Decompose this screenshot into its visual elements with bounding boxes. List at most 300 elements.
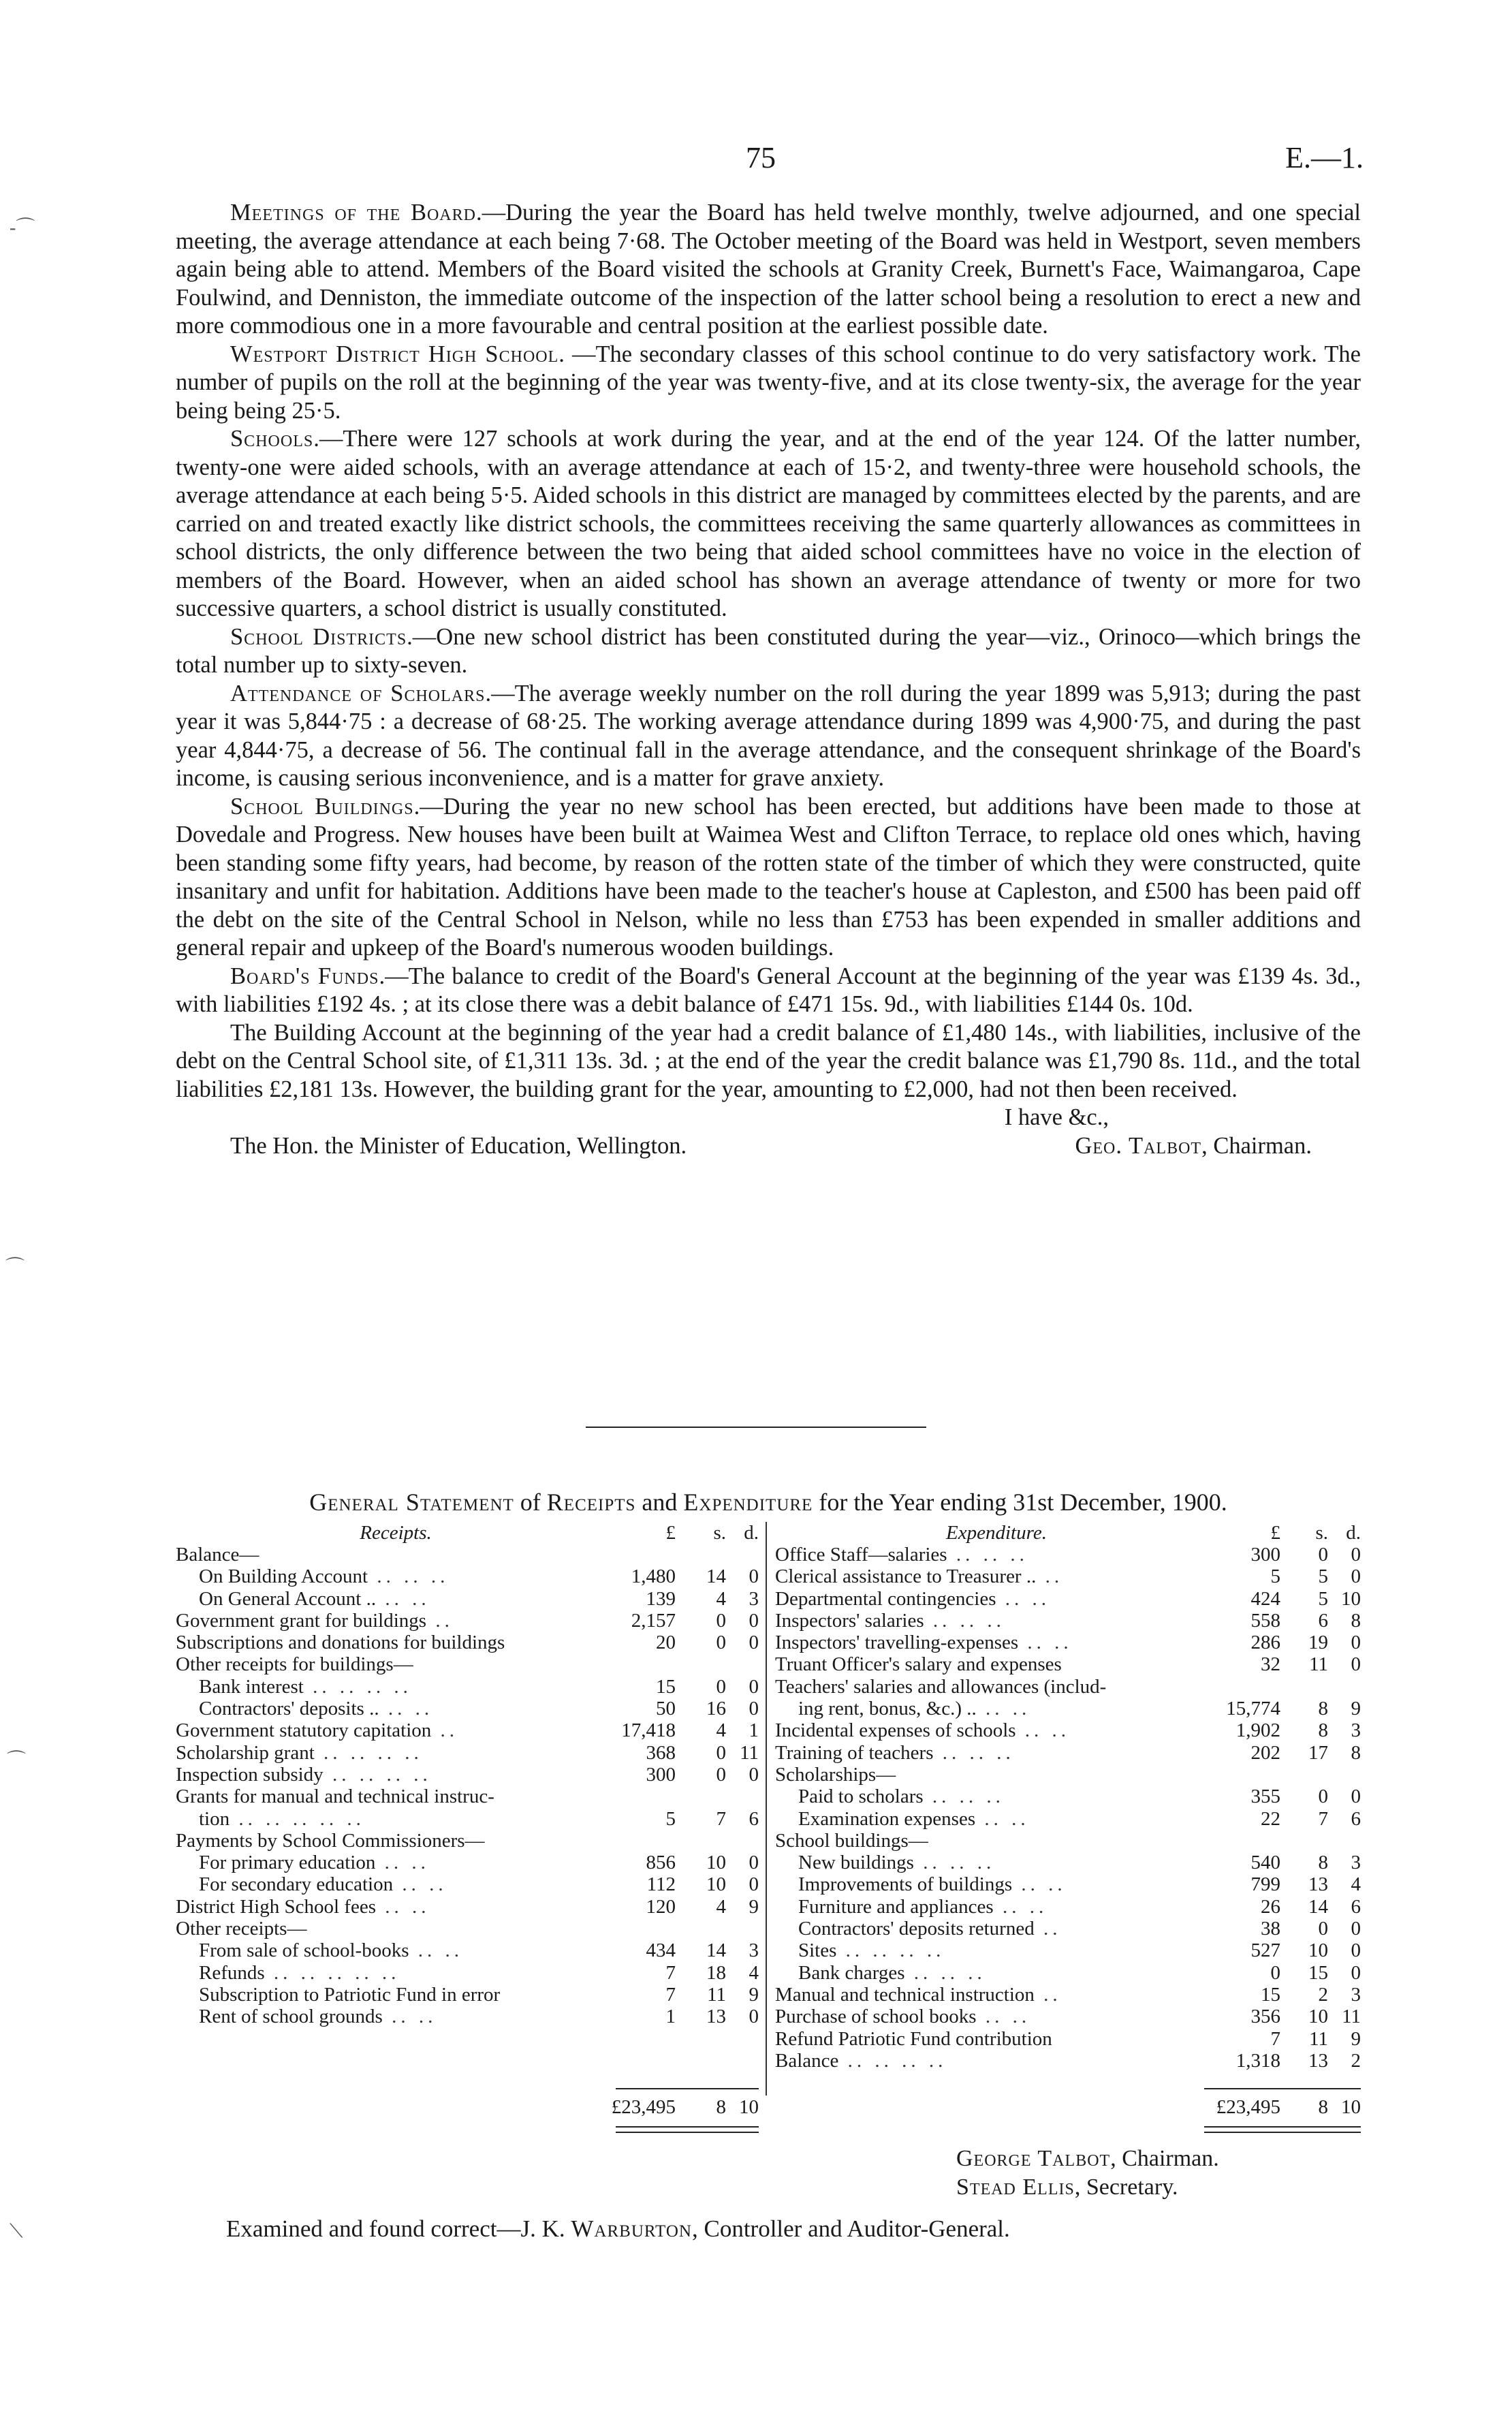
ledger-item-label [176, 1873, 588, 1895]
paragraph-school-buildings [176, 793, 1361, 963]
pence-value: 3 [1351, 1983, 1361, 2006]
margin-mark: ⌒ [7, 1750, 27, 1771]
leader-dots: .. .. .. [933, 1741, 1015, 1764]
ledger-item-label [176, 1918, 588, 1940]
ledger-row [176, 1984, 759, 2006]
paragraph-heading: School Districts [230, 623, 407, 650]
pence-value: 6 [1351, 1895, 1361, 1918]
pounds-value: 356 [1250, 2006, 1280, 2028]
item-text: Training of teachers [775, 1741, 934, 1764]
signature-block [956, 2145, 1219, 2202]
pounds-value: 22 [1261, 1807, 1280, 1830]
pence-value: 0 [749, 1852, 759, 1874]
ledger-item-label [176, 1676, 588, 1698]
item-text: Contractors' deposits returned [798, 1918, 1035, 1940]
pounds-header: £ [665, 1522, 676, 1544]
paragraph-text: .—During the year the Board has held twelve monthly, twelve adjourned, and one special meeting, the average attendance at each being 7·68. The October meeting of the Board was held in Westport, seven members again being able to attend. Members of the Board visited the schools at Granity Creek, Burnett's Face, Waimangaroa, Cape Foulwind, and Denniston, the immediate outcome of the inspection of the latter school being a resolution to erect a new and more commodious one in a more favourable and central position at the earliest possible date. [176, 200, 1361, 339]
shillings-value: 13 [1308, 1873, 1328, 1896]
statement-title [176, 1488, 1361, 1516]
ledger-item-label [775, 1873, 1182, 1895]
item-text: Paid to scholars [798, 1786, 924, 1808]
total-pounds: £23,495 [611, 2096, 676, 2118]
ledger-item-label [176, 1742, 588, 1764]
expenditure-rows [775, 1544, 1361, 2072]
ledger-row [775, 2006, 1361, 2027]
ledger-item-label [775, 1764, 1182, 1786]
pence-value: 9 [1351, 2027, 1361, 2050]
item-text: Payments by School Commissioners— [176, 1829, 485, 1852]
paragraph-school-districts [176, 623, 1361, 680]
ledger-item-label [775, 2028, 1182, 2050]
leader-dots: .. .. .. [924, 1609, 1005, 1632]
signature-title: , Chairman. [1110, 2146, 1219, 2171]
leader-dots: .. .. [993, 1895, 1048, 1918]
ledger-item-label [176, 1610, 588, 1632]
leader-dots: .. .. [976, 2006, 1031, 2028]
ledger-row [176, 1764, 759, 1786]
pence-value: 6 [749, 1807, 759, 1830]
paragraph-heading: Board's Funds [230, 963, 379, 989]
pounds-value: 38 [1261, 1918, 1280, 1940]
leader-dots: .. .. [376, 1587, 430, 1610]
ledger-item-label [775, 1610, 1182, 1632]
receipts-label: Receipts. [360, 1522, 432, 1544]
ledger-row [775, 1873, 1361, 1895]
leader-dots: .. .. [375, 1895, 430, 1918]
audit-prefix: Examined and found correct—J. K. [226, 2215, 571, 2242]
receipts-rows [176, 1544, 759, 2028]
leader-dots: .. .. [393, 1873, 447, 1896]
item-text: New buildings [798, 1852, 914, 1874]
shillings-value: 8 [1318, 1719, 1328, 1742]
item-text: Government statutory capitation [176, 1719, 432, 1742]
ledger-row [775, 1719, 1361, 1741]
item-text: Clerical assistance to Treasurer .. [775, 1566, 1037, 1588]
pence-value: 3 [749, 1587, 759, 1610]
pounds-value: 1,902 [1235, 1719, 1280, 1742]
item-text: Bank charges [798, 1961, 905, 1984]
ledger-item-label [176, 2006, 588, 2027]
pence-value: 6 [1351, 1807, 1361, 1830]
shillings-value: 18 [706, 1961, 726, 1984]
ledger-item-label [775, 1962, 1182, 1984]
pence-value: 0 [1351, 1653, 1361, 1676]
pence-header: d. [1346, 1522, 1361, 1544]
leader-dots: .. .. .. .. [323, 1763, 432, 1786]
pence-value: 0 [1351, 1566, 1361, 1588]
pence-value: 2 [1351, 2049, 1361, 2072]
shillings-value: 0 [716, 1609, 726, 1632]
ledger-row [176, 2006, 759, 2027]
ledger-item-label [176, 1830, 588, 1852]
ledger-row [775, 2050, 1361, 2072]
pounds-value: 112 [646, 1873, 676, 1896]
item-text: Scholarships— [775, 1763, 896, 1786]
pence-value: 0 [1351, 1544, 1361, 1566]
item-text: Other receipts— [176, 1918, 307, 1940]
pounds-value: 50 [656, 1698, 676, 1720]
leader-dots: .. [426, 1609, 454, 1632]
shillings-header: s. [713, 1522, 726, 1544]
item-text: Other receipts for buildings— [176, 1653, 413, 1676]
item-text: Inspectors' salaries [775, 1609, 924, 1632]
ledger-item-label [176, 1764, 588, 1786]
leader-dots: .. .. .. [368, 1566, 450, 1588]
shillings-value: 11 [707, 1983, 726, 2006]
pounds-value: 32 [1261, 1653, 1280, 1676]
ledger-item-label [176, 1719, 588, 1741]
pence-value: 0 [1351, 1632, 1361, 1654]
ledger-row [775, 1830, 1361, 1852]
leader-dots: .. .. .. [947, 1544, 1028, 1566]
item-text: Balance— [176, 1544, 259, 1566]
pounds-value: 202 [1250, 1741, 1280, 1764]
leader-dots: .. .. .. [904, 1961, 986, 1984]
item-text: On General Account .. [199, 1587, 377, 1610]
pounds-value: 300 [1250, 1544, 1280, 1566]
ledger-item-label [775, 1984, 1182, 2006]
shillings-value: 4 [716, 1895, 726, 1918]
item-text: Subscriptions and donations for buildings [176, 1632, 505, 1654]
shillings-value: 5 [1318, 1587, 1328, 1610]
signature-title: , Chairman. [1201, 1132, 1312, 1159]
pounds-value: 17,418 [621, 1719, 676, 1742]
shillings-value: 10 [706, 1873, 726, 1896]
pounds-value: 2,157 [631, 1609, 676, 1632]
leader-dots: .. .. [382, 2006, 437, 2028]
pence-value: 0 [749, 1873, 759, 1896]
ledger-row [176, 1918, 759, 1940]
total-shillings: 8 [716, 2096, 726, 2118]
ledger-row [176, 1676, 759, 1698]
title-part: Receipts [546, 1489, 636, 1516]
total-pounds: £23,495 [1216, 2096, 1280, 2118]
pounds-value: 15 [1261, 1983, 1280, 2006]
pounds-value: 558 [1250, 1609, 1280, 1632]
ledger-row [176, 1544, 759, 1566]
item-text: Furniture and appliances [798, 1895, 994, 1918]
pounds-value: 7 [1270, 2027, 1280, 2050]
leader-dots: .. .. .. .. .. [230, 1807, 365, 1830]
pence-value: 3 [749, 1940, 759, 1962]
pence-value: 8 [1351, 1609, 1361, 1632]
closing-salutation: I have &c., [1004, 1104, 1109, 1130]
ledger-row [176, 1698, 759, 1719]
item-text: From sale of school-books [199, 1940, 409, 1962]
pence-value: 0 [749, 1675, 759, 1698]
shillings-value: 4 [716, 1587, 726, 1610]
item-text: Truant Officer's salary and expenses [775, 1653, 1062, 1676]
pence-value: 1 [749, 1719, 759, 1742]
paragraph-text: . —The secondary classes of this school continue to do very satisfactory work. The number of pupils on the roll at the beginning of the year was twenty-five, and at its close twenty-six, the average for the year being being 25·5. [176, 341, 1361, 424]
shillings-value: 0 [1318, 1786, 1328, 1808]
pence-value: 11 [740, 1741, 759, 1764]
ledger-item-label [176, 1588, 588, 1610]
total-double-rule [616, 2126, 759, 2133]
shillings-value: 0 [716, 1763, 726, 1786]
pence-value: 9 [1351, 1698, 1361, 1720]
signature-name: George Talbot [956, 2146, 1111, 2171]
item-text: Bank interest [199, 1675, 304, 1698]
pence-value: 3 [1351, 1719, 1361, 1742]
ledger-row [775, 1918, 1361, 1940]
paragraph-text: .—The average weekly number on the roll during the year 1899 was 5,913; during the past year it was 5,844·75 : a decrease of 68·25. The working average attendance during 1899 was 4,900·75, and during the past year 4,844·75, a decrease of 56. The continual fall in the average attendance, and the consequent shrinkage of the Board's income, is causing serious inconvenience, and is a matter for grave anxiety. [176, 680, 1361, 791]
pence-value: 0 [1351, 1940, 1361, 1962]
shillings-value: 10 [706, 1852, 726, 1874]
shillings-value: 6 [1318, 1609, 1328, 1632]
title-part: General Statement [309, 1489, 514, 1516]
audit-suffix: , Controller and Auditor-General. [691, 2215, 1010, 2242]
pounds-value: 368 [646, 1741, 676, 1764]
leader-dots: .. .. [996, 1587, 1051, 1610]
ledger-item-label [775, 1808, 1182, 1830]
ledger-row [176, 1808, 759, 1830]
shillings-value: 17 [1308, 1741, 1328, 1764]
item-text: Rent of school grounds [199, 2006, 383, 2028]
paragraph-boards-funds [176, 963, 1361, 1019]
ledger-row [176, 1786, 759, 1807]
pounds-value: 527 [1250, 1940, 1280, 1962]
item-text: On Building Account [199, 1566, 368, 1588]
closing-signature [1075, 1132, 1312, 1161]
ledger-row [176, 1962, 759, 1984]
ledger-row [775, 1632, 1361, 1653]
pence-value: 0 [1351, 1918, 1361, 1940]
leader-dots: .. .. [976, 1698, 1031, 1720]
pence-value: 9 [749, 1983, 759, 2006]
ledger-row [176, 1873, 759, 1895]
ledger-item-label [775, 1719, 1182, 1741]
shillings-value: 13 [1308, 2049, 1328, 2072]
pence-value: 0 [749, 1698, 759, 1720]
pounds-value: 300 [646, 1763, 676, 1786]
ledger-item-label [775, 1852, 1182, 1873]
ledger-item-label [775, 1698, 1182, 1719]
shillings-value: 8 [1318, 1852, 1328, 1874]
pence-value: 0 [749, 1763, 759, 1786]
item-text: Improvements of buildings [798, 1873, 1013, 1896]
total-rule [616, 2088, 759, 2089]
shillings-value: 15 [1308, 1961, 1328, 1984]
expenditure-label: Expenditure. [946, 1522, 1047, 1544]
shillings-header: s. [1315, 1522, 1328, 1544]
item-text: ing rent, bonus, &c.) .. [798, 1698, 977, 1720]
paragraph-text: The Building Account at the beginning of the year had a credit balance of £1,480 14s., with liabilities, inclusive of the debt on the Central School site, of £1,311 13s. 3d. ; at the end of the year the credit balance was £1,790 8s. 11d., and the total liabilities £2,181 13s. However, the building grant for the year, amounting to £2,000, had not then been received. [176, 1019, 1361, 1102]
ledger-row [775, 1940, 1361, 1961]
leader-dots: .. .. [409, 1940, 463, 1962]
ledger-row [176, 1632, 759, 1653]
item-text: Balance [775, 2049, 839, 2072]
shillings-value: 8 [1318, 1698, 1328, 1720]
total-pence: 10 [739, 2096, 759, 2118]
item-text: Refunds [199, 1961, 265, 1984]
margin-mark: ⌒ [5, 1257, 25, 1278]
ledger-row [775, 1808, 1361, 1830]
ledger-item-label [775, 2050, 1182, 2072]
expenditure-header [775, 1522, 1361, 1544]
pounds-value: 7 [665, 1961, 676, 1984]
ledger-row [176, 1830, 759, 1852]
leader-dots: .. [1034, 1983, 1062, 2006]
total-rule [1204, 2088, 1361, 2089]
shillings-value: 0 [716, 1632, 726, 1654]
signature-name: Geo. Talbot [1075, 1132, 1202, 1159]
shillings-value: 0 [1318, 1918, 1328, 1940]
ledger-row [176, 1896, 759, 1918]
signature-line [956, 2173, 1219, 2202]
ledger-item-label [775, 1830, 1182, 1852]
item-text: Inspectors' travelling-expenses [775, 1632, 1019, 1654]
item-text: For primary education [199, 1852, 376, 1874]
item-text: For secondary education [199, 1873, 394, 1896]
total-pence: 10 [1341, 2096, 1361, 2118]
item-text: Departmental contingencies [775, 1587, 996, 1610]
paragraph-text: .—One new school district has been constituted during the year—viz., Orinoco—which brings the total number up to sixty-seven. [176, 623, 1361, 678]
shillings-value: 5 [1318, 1566, 1328, 1588]
shillings-value: 14 [1308, 1895, 1328, 1918]
title-part: of [514, 1489, 547, 1516]
shillings-value: 10 [1308, 1940, 1328, 1962]
receipts-column [176, 1522, 759, 2118]
pounds-value: 15,774 [1226, 1698, 1280, 1720]
leader-dots: .. .. [1018, 1632, 1073, 1654]
ledger-row [775, 1566, 1361, 1587]
pounds-value: 20 [656, 1632, 676, 1654]
page-number: 75 [746, 141, 776, 174]
item-text: Inspection subsidy [176, 1763, 324, 1786]
ledger-item-label [176, 1566, 588, 1587]
item-text: School buildings— [775, 1829, 928, 1852]
ledger-item-label [176, 1852, 588, 1873]
item-text: Sites [798, 1940, 837, 1962]
shillings-value: 4 [716, 1719, 726, 1742]
ledger-item-label [176, 1632, 588, 1653]
leader-dots: .. .. .. .. [303, 1675, 412, 1698]
ledger-row [176, 1852, 759, 1873]
ledger-row [775, 1588, 1361, 1610]
ledger-row [775, 1786, 1361, 1807]
ledger-row [176, 1588, 759, 1610]
leader-dots: .. [1036, 1566, 1064, 1588]
ledger-row [775, 1896, 1361, 1918]
pence-value: 4 [749, 1961, 759, 1984]
addressee: The Hon. the Minister of Education, Wellington. [230, 1132, 687, 1159]
shillings-value: 13 [706, 2006, 726, 2028]
item-text: Examination expenses [798, 1807, 976, 1830]
ledger-row [775, 1610, 1361, 1632]
title-part: for the Year ending 31st December, 1900. [813, 1489, 1227, 1516]
ledger-item-label [775, 1918, 1182, 1940]
item-text: Purchase of school books [775, 2006, 977, 2028]
ledger-item-label [775, 1566, 1182, 1587]
pence-value: 0 [749, 1632, 759, 1654]
auditor-name: Warburton [571, 2215, 692, 2242]
pounds-value: 5 [665, 1807, 676, 1830]
item-text: Refund Patriotic Fund contribution [775, 2027, 1052, 2050]
ledger-item-label [775, 1896, 1182, 1918]
ledger-row [775, 1962, 1361, 1984]
pence-value: 11 [1342, 2006, 1361, 2028]
margin-mark: ⟍ [10, 2221, 23, 2242]
pounds-value: 434 [646, 1940, 676, 1962]
leader-dots: .. [1034, 1918, 1062, 1940]
item-text: Contractors' deposits .. [199, 1698, 379, 1720]
ledger-row [775, 1852, 1361, 1873]
pence-value: 4 [1351, 1873, 1361, 1896]
pence-value: 3 [1351, 1852, 1361, 1874]
ledger-item-label [176, 1984, 588, 2006]
item-text: Grants for manual and technical instruc- [176, 1786, 494, 1808]
item-text: tion [199, 1807, 230, 1830]
ledger-item-label [176, 1896, 588, 1918]
ledger-item-label [775, 1742, 1182, 1764]
paragraph-schools [176, 425, 1361, 623]
item-text: Subscription to Patriotic Fund in error [199, 1983, 501, 2006]
ledger-item-label [176, 1544, 588, 1566]
ledger-item-label [176, 1653, 588, 1675]
receipts-header [176, 1522, 759, 1544]
ledger-item-label [176, 1962, 588, 1984]
leader-dots: .. .. .. .. .. [264, 1961, 400, 1984]
ledger-row [176, 1742, 759, 1764]
ledger-item-label [176, 1808, 588, 1830]
ledger-item-label [176, 1786, 588, 1807]
leader-dots: .. .. [1012, 1873, 1067, 1896]
ledger-item-label [775, 1676, 1182, 1698]
pounds-value: 15 [656, 1675, 676, 1698]
pence-value: 0 [749, 1566, 759, 1588]
leader-dots: .. .. .. .. [836, 1940, 945, 1962]
shillings-value: 16 [706, 1698, 726, 1720]
item-text: Teachers' salaries and allowances (includ- [775, 1675, 1107, 1698]
paragraph-heading: School Buildings [230, 793, 414, 820]
expenditure-column [775, 1522, 1361, 2118]
pounds-value: 1,480 [631, 1566, 676, 1588]
ledger-row [775, 2028, 1361, 2050]
pounds-value: 120 [646, 1895, 676, 1918]
ledger-row [775, 1544, 1361, 1566]
ledger-row [176, 1940, 759, 1961]
pounds-value: 355 [1250, 1786, 1280, 1808]
ledger-row [775, 1742, 1361, 1764]
ledger-row [775, 1764, 1361, 1786]
paragraph-building-account [176, 1019, 1361, 1104]
ledger-item-label [176, 1940, 588, 1961]
pounds-value: 139 [646, 1587, 676, 1610]
ledger-row [176, 1719, 759, 1741]
item-text: Incidental expenses of schools [775, 1719, 1016, 1742]
pounds-value: 5 [1270, 1566, 1280, 1588]
pence-value: 10 [1341, 1587, 1361, 1610]
column-divider [766, 1522, 767, 2096]
paragraph-heading: Attendance of Scholars [230, 680, 486, 706]
pounds-value: 1 [665, 2006, 676, 2028]
paragraph-attendance [176, 680, 1361, 793]
pounds-value: 799 [1250, 1873, 1280, 1896]
total-shillings: 8 [1318, 2096, 1328, 2118]
paragraph-heading: Schools [230, 426, 314, 452]
pounds-value: 540 [1250, 1852, 1280, 1874]
pence-value: 0 [749, 1609, 759, 1632]
leader-dots: .. .. [379, 1698, 434, 1720]
shillings-value: 19 [1308, 1632, 1328, 1654]
margin-mark: -⌒ [10, 217, 35, 238]
shillings-value: 11 [1309, 2027, 1328, 2050]
item-text: Scholarship grant [176, 1741, 315, 1764]
leader-dots: .. .. [975, 1807, 1030, 1830]
report-body [176, 199, 1361, 1160]
shillings-value: 14 [706, 1566, 726, 1588]
